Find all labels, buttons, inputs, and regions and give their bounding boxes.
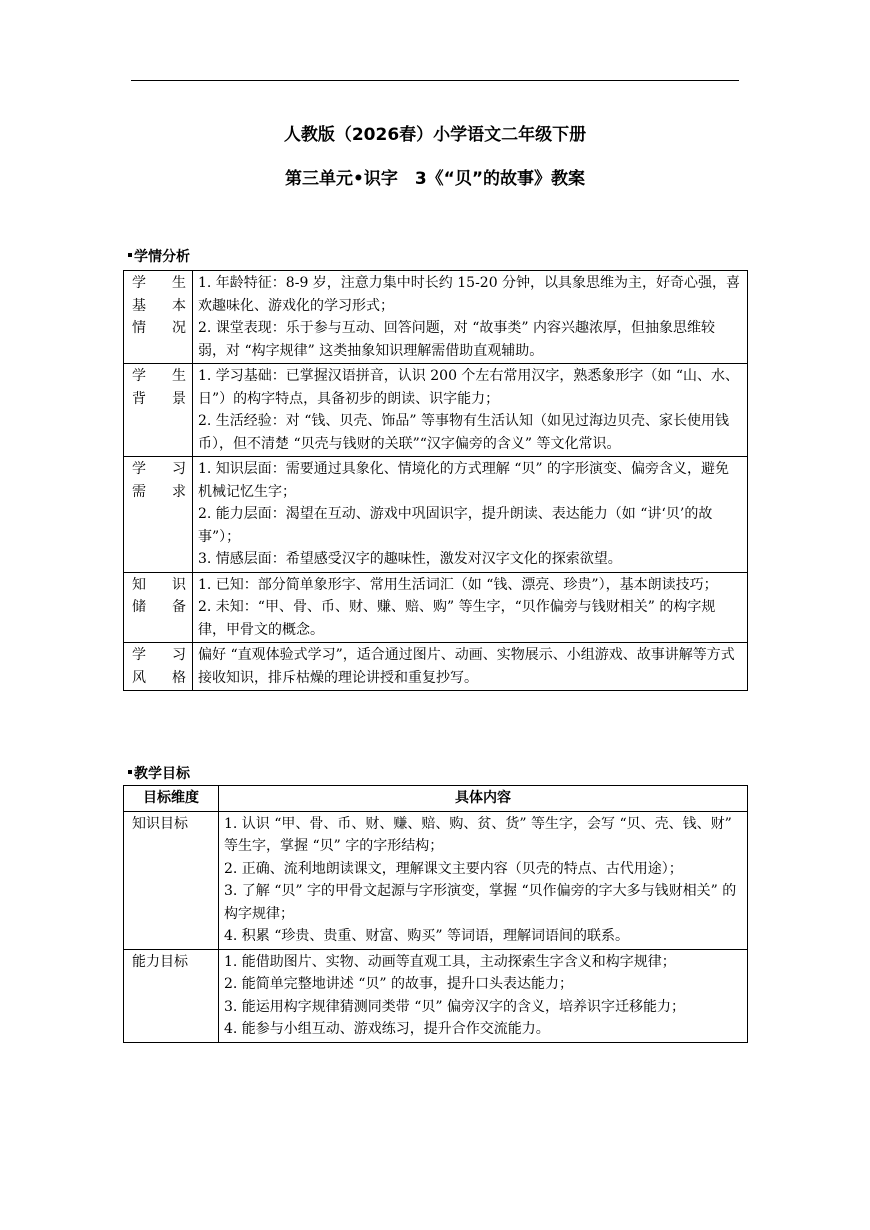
column-header-dimension: 目标维度 — [124, 786, 219, 812]
table-row — [124, 271, 748, 364]
table-row — [124, 457, 748, 573]
table-row — [124, 811, 748, 949]
section-heading-analysis: 学情分析 — [128, 246, 190, 266]
row-content: 偏好 “直观体验式学习”，适合通过图片、动画、实物展示、小组游戏、故事讲解等方式接收知识，排斥枯燥的理论讲授和重复抄写。 — [193, 643, 748, 691]
table-row — [124, 949, 748, 1042]
teaching-objectives-table — [123, 785, 748, 1043]
lesson-subtitle: 第三单元•识字 3《“贝”的故事》教案 — [284, 169, 586, 189]
table-row — [124, 643, 748, 691]
document-title: 人教版（2026春）小学语文二年级下册 — [283, 125, 587, 145]
table-header-row — [124, 786, 748, 812]
header-rule — [131, 80, 739, 81]
table-row — [124, 572, 748, 643]
row-content: 1. 认识 “甲、骨、币、财、赚、赔、购、贫、货” 等生字，会写 “贝、壳、钱、财” 等生字，掌握 “贝” 字的字形结构； 2. 正确、流利地朗读课文，理解课文主要内容（贝壳的特点、古代用途）； 3. 了解 “贝” 字的甲骨文起源与字形演变，掌握 “贝作偏旁的字大多与钱财相关” 的构字规律； 4. 积累 “珍贵、贵重、财富、购买” 等词语，理解词语间的联系。 — [219, 811, 748, 949]
row-label: 学 生 背景 — [124, 364, 193, 457]
row-label: 学 习 需求 — [124, 457, 193, 573]
bullet-square-icon — [128, 253, 132, 257]
row-label: 知识目标 — [124, 811, 219, 949]
row-label: 知 识 储备 — [124, 572, 193, 643]
row-content: 1. 能借助图片、实物、动画等直观工具，主动探索生字含义和构字规律； 2. 能简单完整地讲述 “贝” 的故事，提升口头表达能力； 3. 能运用构字规律猜测同类带 “贝” 偏旁汉字的含义，培养识字迁移能力； 4. 能参与小组互动、游戏练习，提升合作交流能力。 — [219, 949, 748, 1042]
row-content: 1. 知识层面：需要通过具象化、情境化的方式理解 “贝” 的字形演变、偏旁含义，避免机械记忆生字； 2. 能力层面：渴望在互动、游戏中巩固识字，提升朗读、表达能力（如 “讲‘贝’的故事”）； 3. 情感层面：希望感受汉字的趣味性，激发对汉字文化的探索欲望。 — [193, 457, 748, 573]
student-analysis-table — [123, 270, 748, 691]
bullet-square-icon — [128, 770, 132, 774]
row-label: 学 习 风格 — [124, 643, 193, 691]
section-heading-objectives: 教学目标 — [128, 763, 190, 783]
row-label: 能力目标 — [124, 949, 219, 1042]
row-content: 1. 学习基础：已掌握汉语拼音，认识 200 个左右常用汉字，熟悉象形字（如 “山、水、日”）的构字特点，具备初步的朗读、识字能力； 2. 生活经验：对 “钱、贝壳、饰品” 等事物有生活认知（如见过海边贝壳、家长使用钱币），但不清楚 “贝壳与钱财的关联”“汉字偏旁的含义” 等文化常识。 — [193, 364, 748, 457]
column-header-content: 具体内容 — [219, 786, 748, 812]
row-content: 1. 已知：部分简单象形字、常用生活词汇（如 “钱、漂亮、珍贵”），基本朗读技巧； 2. 未知：“甲、骨、币、财、赚、赔、购” 等生字，“贝作偏旁与钱财相关” 的构字规律，甲骨文的概念。 — [193, 572, 748, 643]
table-row — [124, 364, 748, 457]
row-content: 1. 年龄特征：8-9 岁，注意力集中时长约 15-20 分钟，以具象思维为主，好奇心强，喜欢趣味化、游戏化的学习形式； 2. 课堂表现：乐于参与互动、回答问题，对 “故事类” 内容兴趣浓厚，但抽象思维较弱，对 “构字规律” 这类抽象知识理解需借助直观辅助。 — [193, 271, 748, 364]
row-label: 学 生 基 本 情况 — [124, 271, 193, 364]
